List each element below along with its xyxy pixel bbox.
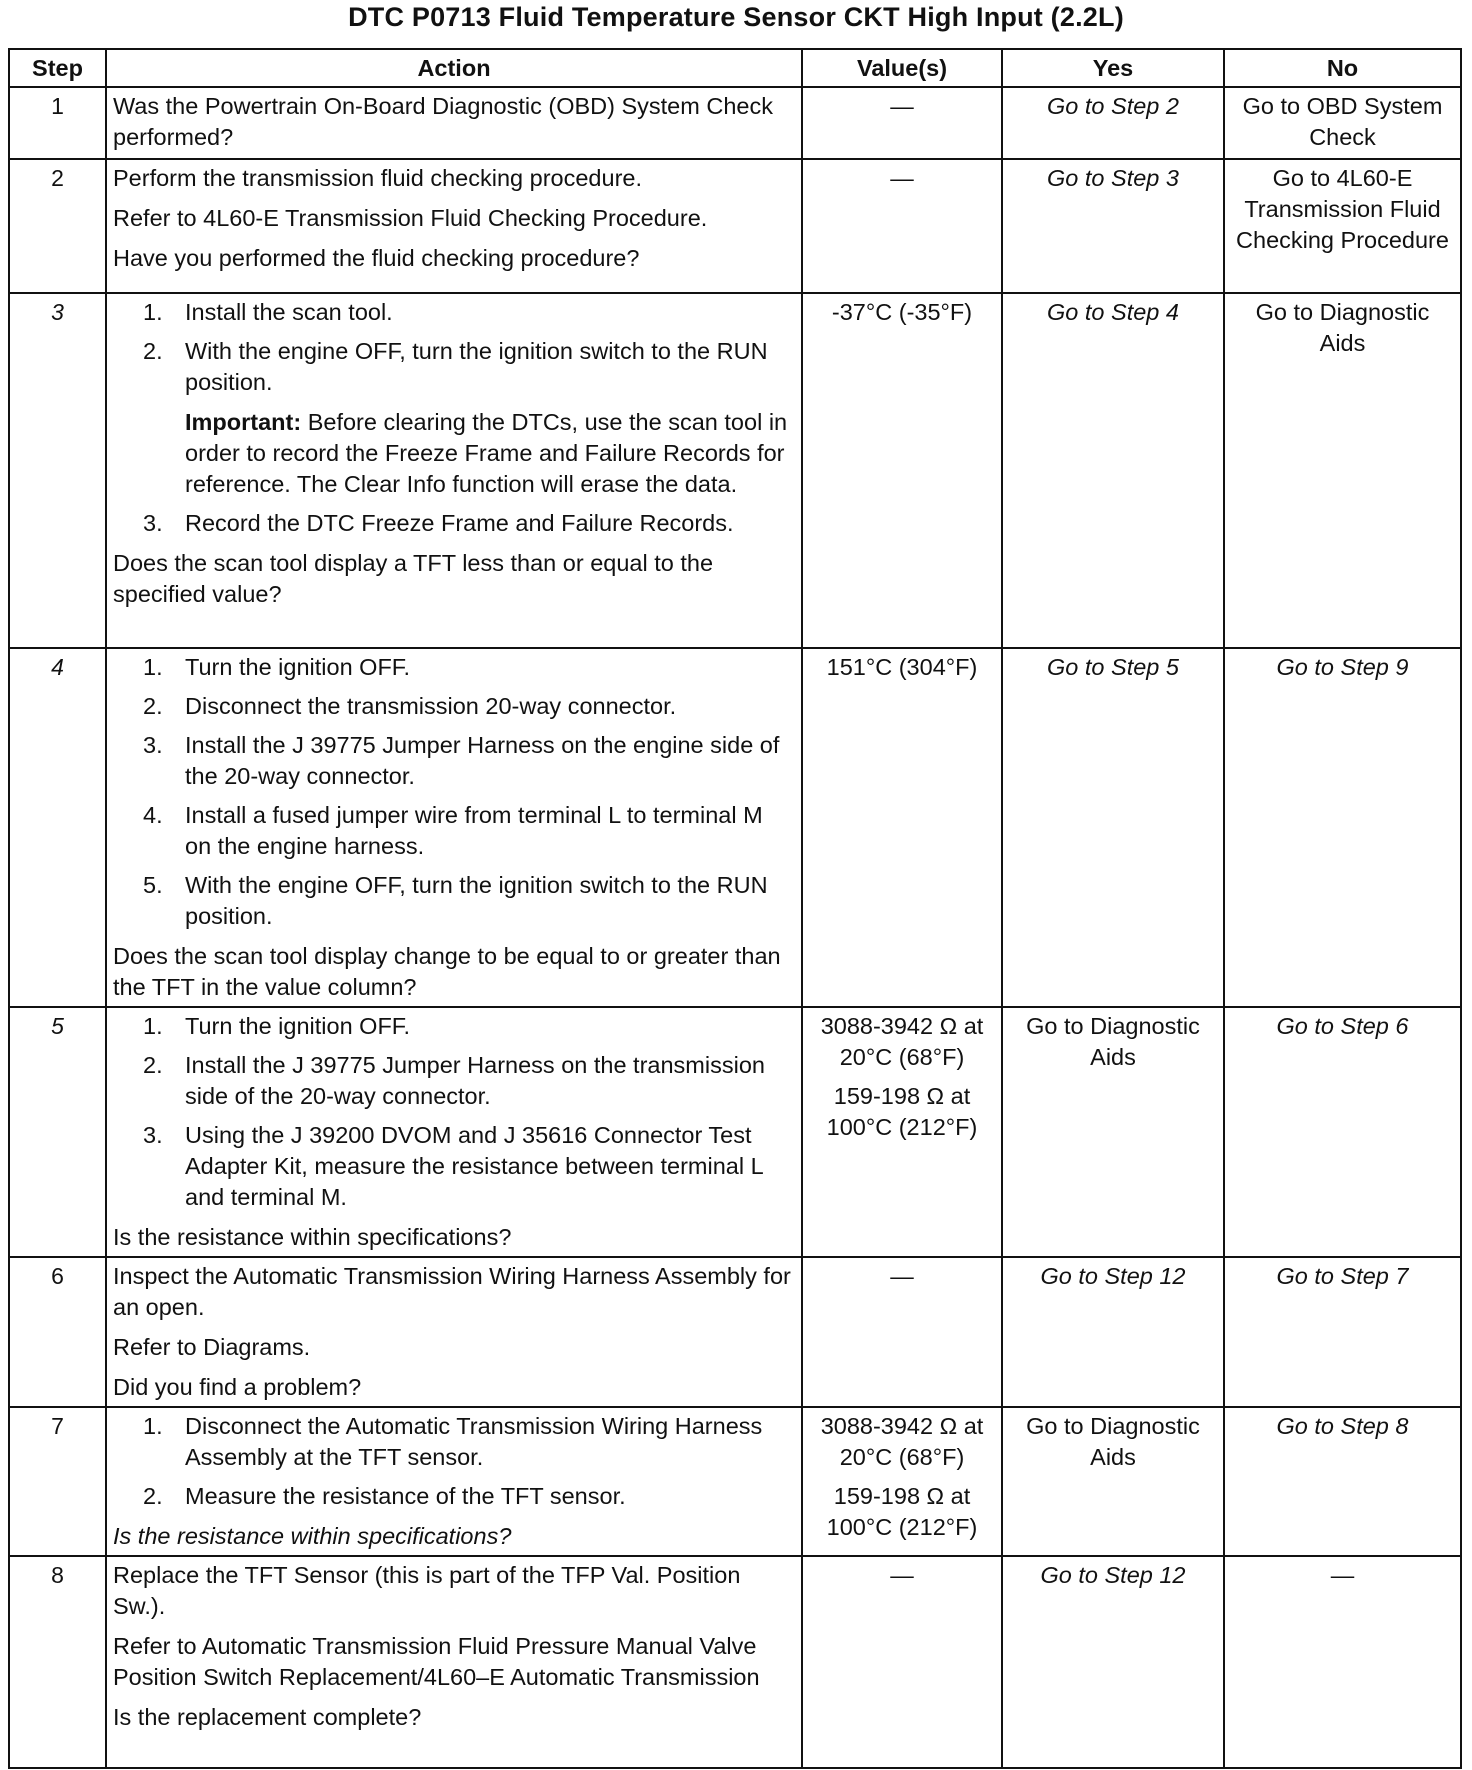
step-number: 8	[9, 1556, 106, 1768]
step-number: 1	[9, 87, 106, 159]
yes-cell: Go to Step 3	[1002, 159, 1224, 293]
action-question: Does the scan tool display a TFT less than or equal to the specified value?	[113, 550, 714, 607]
value-cell: 151°C (304°F)	[802, 648, 1002, 1007]
action-cell	[106, 1556, 802, 1768]
table-row	[9, 1007, 1461, 1257]
list-number: 2.	[143, 338, 163, 364]
header-row	[9, 49, 1461, 87]
action-cell	[106, 1407, 802, 1556]
action-text: Was the Powertrain On-Board Diagnostic (OBD) System Check performed?	[113, 93, 773, 150]
yes-cell: Go to Step 5	[1002, 648, 1224, 1007]
no-cell: Go to Step 6	[1224, 1007, 1461, 1257]
no-cell: Go to Diagnostic Aids	[1224, 293, 1461, 648]
no-cell: Go to OBD System Check	[1224, 87, 1461, 159]
list-text: Disconnect the transmission 20-way connector.	[185, 693, 677, 719]
value-dash: —	[890, 1263, 914, 1289]
list-text: Disconnect the Automatic Transmission Wiring Harness Assembly at the TFT sensor.	[185, 1413, 763, 1470]
value-cell	[802, 1257, 1002, 1407]
list-number: 1.	[143, 1013, 163, 1039]
action-reference: Refer to Diagrams.	[113, 1334, 311, 1360]
important-note	[185, 407, 795, 500]
action-question: Is the resistance within specifications?	[113, 1224, 512, 1250]
step-number: 4	[9, 648, 106, 1007]
action-text: Replace the TFT Sensor (this is part of the TFP Val. Position Sw.).	[113, 1562, 741, 1619]
list-number: 3.	[143, 732, 163, 758]
dtc-table	[8, 48, 1462, 1769]
header-yes: Yes	[1002, 49, 1224, 87]
action-steps-list	[113, 1011, 795, 1213]
no-cell: Go to Step 8	[1224, 1407, 1461, 1556]
yes-cell: Go to Diagnostic Aids	[1002, 1007, 1224, 1257]
no-cell: Go to Step 7	[1224, 1257, 1461, 1407]
list-text: Using the J 39200 DVOM and J 35616 Connector Test Adapter Kit, measure the resistance between terminal L and terminal M.	[185, 1122, 763, 1210]
list-number: 1.	[143, 654, 163, 680]
value-spec: 3088-3942 Ω at 20°C (68°F)	[820, 1013, 984, 1070]
list-item	[143, 297, 795, 328]
action-cell	[106, 1007, 802, 1257]
value-dash: —	[1330, 1562, 1355, 1588]
list-item	[143, 870, 795, 932]
list-text: Record the DTC Freeze Frame and Failure Records.	[185, 510, 734, 536]
action-text: Inspect the Automatic Transmission Wiring Harness Assembly for an open.	[113, 1263, 791, 1320]
yes-cell: Go to Step 12	[1002, 1556, 1224, 1768]
list-number: 1.	[143, 299, 163, 325]
important-label: Important:	[185, 409, 302, 435]
list-text: Turn the ignition OFF.	[185, 1013, 411, 1039]
action-cell	[106, 648, 802, 1007]
list-number: 3.	[143, 1122, 163, 1148]
header-values: Value(s)	[802, 49, 1002, 87]
header-no: No	[1224, 49, 1461, 87]
yes-cell: Go to Diagnostic Aids	[1002, 1407, 1224, 1556]
list-item	[143, 1120, 795, 1213]
value-dash: —	[890, 165, 914, 191]
list-item	[143, 508, 795, 539]
action-reference: Refer to Automatic Transmission Fluid Pressure Manual Valve Position Switch Replacement/4L60–E Automatic Transmission	[113, 1633, 760, 1690]
value-spec: 3088-3942 Ω at 20°C (68°F)	[820, 1413, 984, 1470]
action-steps-list	[113, 1411, 795, 1512]
value-cell: -37°C (-35°F)	[802, 293, 1002, 648]
list-text: Install the J 39775 Jumper Harness on the engine side of the 20-way connector.	[185, 732, 780, 789]
value-dash: —	[890, 1562, 914, 1588]
no-cell	[1224, 1556, 1461, 1768]
action-text: Perform the transmission fluid checking procedure.	[113, 165, 642, 191]
yes-cell: Go to Step 2	[1002, 87, 1224, 159]
list-item	[143, 1481, 795, 1512]
action-steps-list	[113, 297, 795, 398]
important-text: Before clearing the DTCs, use the scan tool in order to record the Freeze Frame and Failure Records for reference. The Clear Info function will erase the data.	[185, 409, 788, 497]
action-cell	[106, 1257, 802, 1407]
table-row	[9, 293, 1461, 648]
step-number: 7	[9, 1407, 106, 1556]
header-step: Step	[9, 49, 106, 87]
value-cell	[802, 159, 1002, 293]
table-row	[9, 87, 1461, 159]
table-row	[9, 1407, 1461, 1556]
list-number: 2.	[143, 693, 163, 719]
action-steps-list	[113, 508, 795, 539]
list-number: 3.	[143, 510, 163, 536]
value-cell	[802, 1556, 1002, 1768]
action-question: Does the scan tool display change to be equal to or greater than the TFT in the value column?	[113, 943, 781, 1000]
step-number: 2	[9, 159, 106, 293]
list-text: Install a fused jumper wire from terminal L to terminal M on the engine harness.	[185, 802, 763, 859]
list-item	[143, 730, 795, 792]
step-number: 6	[9, 1257, 106, 1407]
list-item	[143, 336, 795, 398]
yes-cell: Go to Step 12	[1002, 1257, 1224, 1407]
list-item	[143, 652, 795, 683]
value-dash: —	[890, 93, 914, 119]
page-title: DTC P0713 Fluid Temperature Sensor CKT High Input (2.2L)	[348, 2, 1124, 32]
list-number: 5.	[143, 872, 163, 898]
value-cell	[802, 1407, 1002, 1556]
action-cell	[106, 293, 802, 648]
action-reference: Refer to 4L60-E Transmission Fluid Checking Procedure.	[113, 205, 708, 231]
list-item	[143, 800, 795, 862]
list-number: 2.	[143, 1052, 163, 1078]
list-item	[143, 691, 795, 722]
action-question: Is the resistance within specifications?	[113, 1523, 512, 1549]
action-question: Is the replacement complete?	[113, 1704, 422, 1730]
action-cell	[106, 159, 802, 293]
list-text: With the engine OFF, turn the ignition switch to the RUN position.	[185, 872, 768, 929]
list-text: Install the scan tool.	[185, 299, 393, 325]
list-number: 2.	[143, 1483, 163, 1509]
list-item	[143, 1011, 795, 1042]
step-number: 3	[9, 293, 106, 648]
list-text: With the engine OFF, turn the ignition switch to the RUN position.	[185, 338, 768, 395]
action-steps-list	[113, 652, 795, 932]
list-number: 4.	[143, 802, 163, 828]
yes-cell: Go to Step 4	[1002, 293, 1224, 648]
table-row	[9, 1556, 1461, 1768]
table-row	[9, 1257, 1461, 1407]
table-row	[9, 648, 1461, 1007]
value-spec: 159-198 Ω at 100°C (212°F)	[826, 1483, 978, 1540]
list-item	[143, 1050, 795, 1112]
value-cell	[802, 1007, 1002, 1257]
no-cell: Go to Step 9	[1224, 648, 1461, 1007]
table-row	[9, 159, 1461, 293]
list-text: Install the J 39775 Jumper Harness on the transmission side of the 20-way connector.	[185, 1052, 765, 1109]
list-number: 1.	[143, 1413, 163, 1439]
list-text: Turn the ignition OFF.	[185, 654, 411, 680]
step-number: 5	[9, 1007, 106, 1257]
list-item	[143, 1411, 795, 1473]
no-cell: Go to 4L60-E Transmission Fluid Checking Procedure	[1224, 159, 1461, 293]
header-action: Action	[106, 49, 802, 87]
value-spec: 159-198 Ω at 100°C (212°F)	[826, 1083, 978, 1140]
action-question: Have you performed the fluid checking procedure?	[113, 245, 640, 271]
list-text: Measure the resistance of the TFT sensor.	[185, 1483, 626, 1509]
action-cell	[106, 87, 802, 159]
action-question: Did you find a problem?	[113, 1374, 362, 1400]
value-cell	[802, 87, 1002, 159]
